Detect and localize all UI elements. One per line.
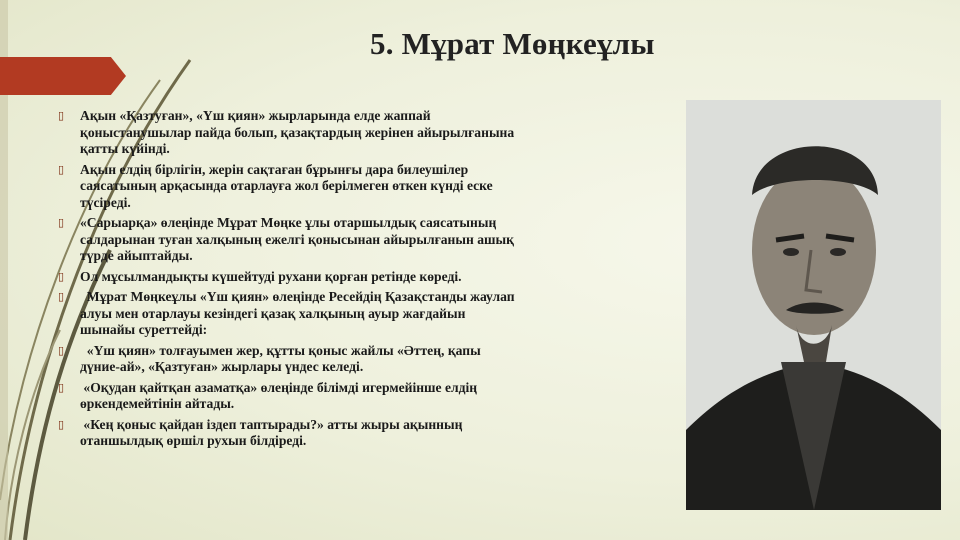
bullet-item — [58, 380, 658, 413]
bullet-item — [58, 343, 658, 376]
bullet-icon: ▯ — [58, 290, 65, 303]
bullet-item — [58, 215, 658, 265]
bullet-item — [58, 417, 658, 450]
bullet-item — [58, 162, 658, 212]
bullet-text-line: «Үш қиян» толғауымен жер, құтты қоныс жайлы «Әттең, қапы — [80, 342, 481, 358]
bullet-text-line: қоныстанушылар пайда болып, қазақтардың жерінен айырылғанына — [80, 124, 515, 140]
bullet-icon: ▯ — [58, 109, 65, 122]
bullet-text-line: қатты күйінді. — [80, 141, 170, 156]
bullet-text-line: түсіреді. — [80, 194, 131, 210]
bullet-icon: ▯ — [58, 216, 65, 229]
bullet-item — [58, 108, 658, 158]
portrait-photo — [686, 100, 941, 510]
bullet-icon: ▯ — [58, 380, 65, 394]
bullet-icon: ▯ — [58, 417, 65, 431]
bullet-text-line: Ақын «Қазтуған», «Үш қиян» жырларында елде жаппай — [80, 108, 431, 123]
bullet-text-line: алуы мен отарлауы кезіндегі қазақ халқының ауыр жағдайын — [80, 305, 466, 321]
bullet-list — [58, 108, 658, 454]
bullet-text-line: «Оқудан қайтқан азаматқа» өлеңінде білімді игермейінше елдің — [80, 379, 478, 395]
bullet-text-line: өркендемейтінін айтады. — [80, 396, 235, 411]
bullet-text-line: шынайы суреттейді: — [80, 322, 208, 337]
bullet-icon: ▯ — [58, 343, 65, 357]
bullet-text-line: «Кең қоныс қайдан іздеп таптырады?» атты жыры ақынның — [80, 416, 463, 432]
bullet-icon: ▯ — [58, 162, 65, 176]
bullet-icon: ▯ — [58, 269, 65, 283]
bullet-text-line: Ол мұсылмандықты күшейтуді рухани қорған ретінде көреді. — [80, 268, 462, 284]
bullet-text-line: дүние-ай», «Қазтуған» жырлары үндес келеді. — [80, 359, 364, 374]
slide-title: 5. Мұрат Мөңкеұлы — [370, 26, 655, 61]
bullet-text-line: Мұрат Мөңкеұлы «Үш қиян» өлеңінде Ресейдің Қазақстанды жаулап — [80, 289, 515, 304]
bullet-text-line: саясатының арқасында отарлауға жол берілмеген өткен күнді еске — [80, 178, 493, 193]
bullet-item — [58, 289, 658, 339]
bullet-text-line: түрде айыптайды. — [80, 248, 193, 263]
bullet-text-line: отаншылдық өршіл рухын білдіреді. — [80, 433, 307, 448]
bullet-text-line: Ақын елдің бірлігін, жерін сақтаған бұрынғы дара билеушілер — [80, 161, 469, 177]
bullet-text-line: «Сарыарқа» өлеңінде Мұрат Мөңке ұлы отаршылдық саясатының — [80, 215, 497, 230]
bullet-item — [58, 269, 658, 286]
title-arrow-banner — [0, 57, 126, 95]
bullet-text-line: салдарынан туған халқының ежелгі қонысынан айырылғанын ашық — [80, 231, 514, 247]
